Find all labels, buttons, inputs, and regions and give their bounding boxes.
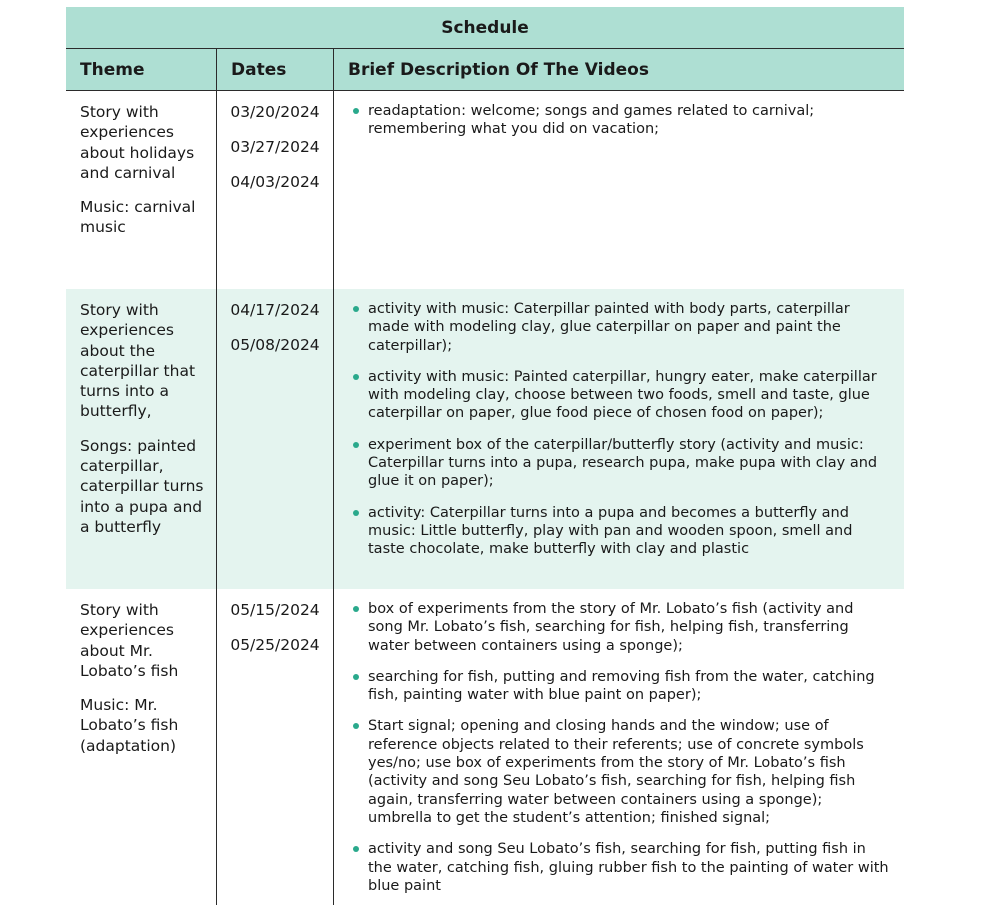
item-text: Start signal; opening and closing hands and the window; use of reference objects related to their referents; use of concrete symbols yes/no; use box of experiments from the story of Mr. Lobato’s fish (activity and song Seu Lobato’s fish, searching for fish, helping fish again, transferring water between containers using a sponge); umbrella to get the student’s attention; finished signal; xyxy=(368,718,864,826)
dates-cell xyxy=(216,289,333,589)
item-text: experiment box of the caterpillar/butterfly story (activity and music: Caterpillar turns into a pupa, research pupa, make pupa with clay and glue it on paper); xyxy=(368,436,878,490)
date: 03/20/2024 xyxy=(230,103,320,121)
date: 05/08/2024 xyxy=(230,335,320,354)
list-item xyxy=(348,668,890,705)
schedule-table xyxy=(66,7,904,905)
theme-text: Story with experiences about the caterpillar that turns into a butterfly, xyxy=(80,301,196,421)
header-dates: Dates xyxy=(216,49,333,90)
date: 04/03/2024 xyxy=(230,172,320,191)
list-item xyxy=(348,600,890,655)
list-item xyxy=(348,717,890,827)
item-text: activity with music: Painted caterpillar, hungry eater, make caterpillar with modeling clay, choose between two foods, smell and taste, glue caterpillar on paper, glue food piece of chosen food on paper); xyxy=(368,368,877,422)
theme-text: Story with experiences about Mr. Lobato’s fish xyxy=(80,601,179,680)
item-text: searching for fish, putting and removing fish from the water, catching fish, painting water with blue paint on paper); xyxy=(368,668,875,704)
music-text: Music: Mr. Lobato’s fish (adaptation) xyxy=(80,696,179,755)
theme-cell xyxy=(66,91,216,289)
dates-cell xyxy=(216,91,333,289)
list-item xyxy=(348,368,890,423)
item-text: activity and song Seu Lobato’s fish, searching for fish, putting fish in the water, catching fish, gluing rubber fish to the painting of water with blue paint xyxy=(368,841,889,894)
bullet-icon xyxy=(353,306,359,312)
bullet-icon xyxy=(353,108,359,114)
item-text: box of experiments from the story of Mr. Lobato’s fish (activity and song Mr. Lobato’s fish, searching for fish, helping fish, transferring water between containers using a sponge); xyxy=(368,601,854,654)
table-row xyxy=(66,289,904,589)
bullet-icon xyxy=(353,606,359,612)
table-row xyxy=(66,589,904,905)
bullet-icon xyxy=(353,674,359,680)
theme-cell xyxy=(66,589,216,905)
bullet-icon xyxy=(353,723,359,729)
date: 03/27/2024 xyxy=(230,137,320,156)
item-text: activity: Caterpillar turns into a pupa and becomes a butterfly and music: Little butterfly, play with pan and wooden spoon, smell and taste chocolate, make butterfly with clay and plastic xyxy=(368,504,853,558)
date: 05/25/2024 xyxy=(230,635,320,654)
description-cell xyxy=(333,91,904,289)
header-description: Brief Description Of The Videos xyxy=(333,49,904,90)
item-text: readaptation: welcome; songs and games related to carnival; remembering what you did on vacation; xyxy=(368,103,815,138)
table-title: Schedule xyxy=(66,7,904,49)
list-item xyxy=(348,504,890,559)
list-item xyxy=(348,436,890,491)
list-item xyxy=(348,102,890,139)
songs-text: Songs: painted caterpillar, caterpillar turns into a pupa and a butterfly xyxy=(80,436,204,536)
description-cell xyxy=(333,589,904,905)
date: 05/15/2024 xyxy=(230,601,320,619)
header-theme: Theme xyxy=(80,59,145,80)
date: 04/17/2024 xyxy=(230,301,320,319)
theme-cell xyxy=(66,289,216,589)
list-item xyxy=(348,300,890,355)
music-text: Music: carnival music xyxy=(80,198,196,237)
bullet-icon xyxy=(353,510,359,516)
item-text: activity with music: Caterpillar painted with body parts, caterpillar made with modeling clay, glue caterpillar on paper and paint the caterpillar); xyxy=(368,301,850,354)
theme-text: Story with experiences about holidays and carnival xyxy=(80,103,195,182)
header-row xyxy=(66,49,904,91)
bullet-icon xyxy=(353,846,359,852)
table-row xyxy=(66,91,904,289)
bullet-icon xyxy=(353,374,359,380)
list-item xyxy=(348,840,890,895)
description-cell xyxy=(333,289,904,589)
bullet-icon xyxy=(353,442,359,448)
dates-cell xyxy=(216,589,333,905)
